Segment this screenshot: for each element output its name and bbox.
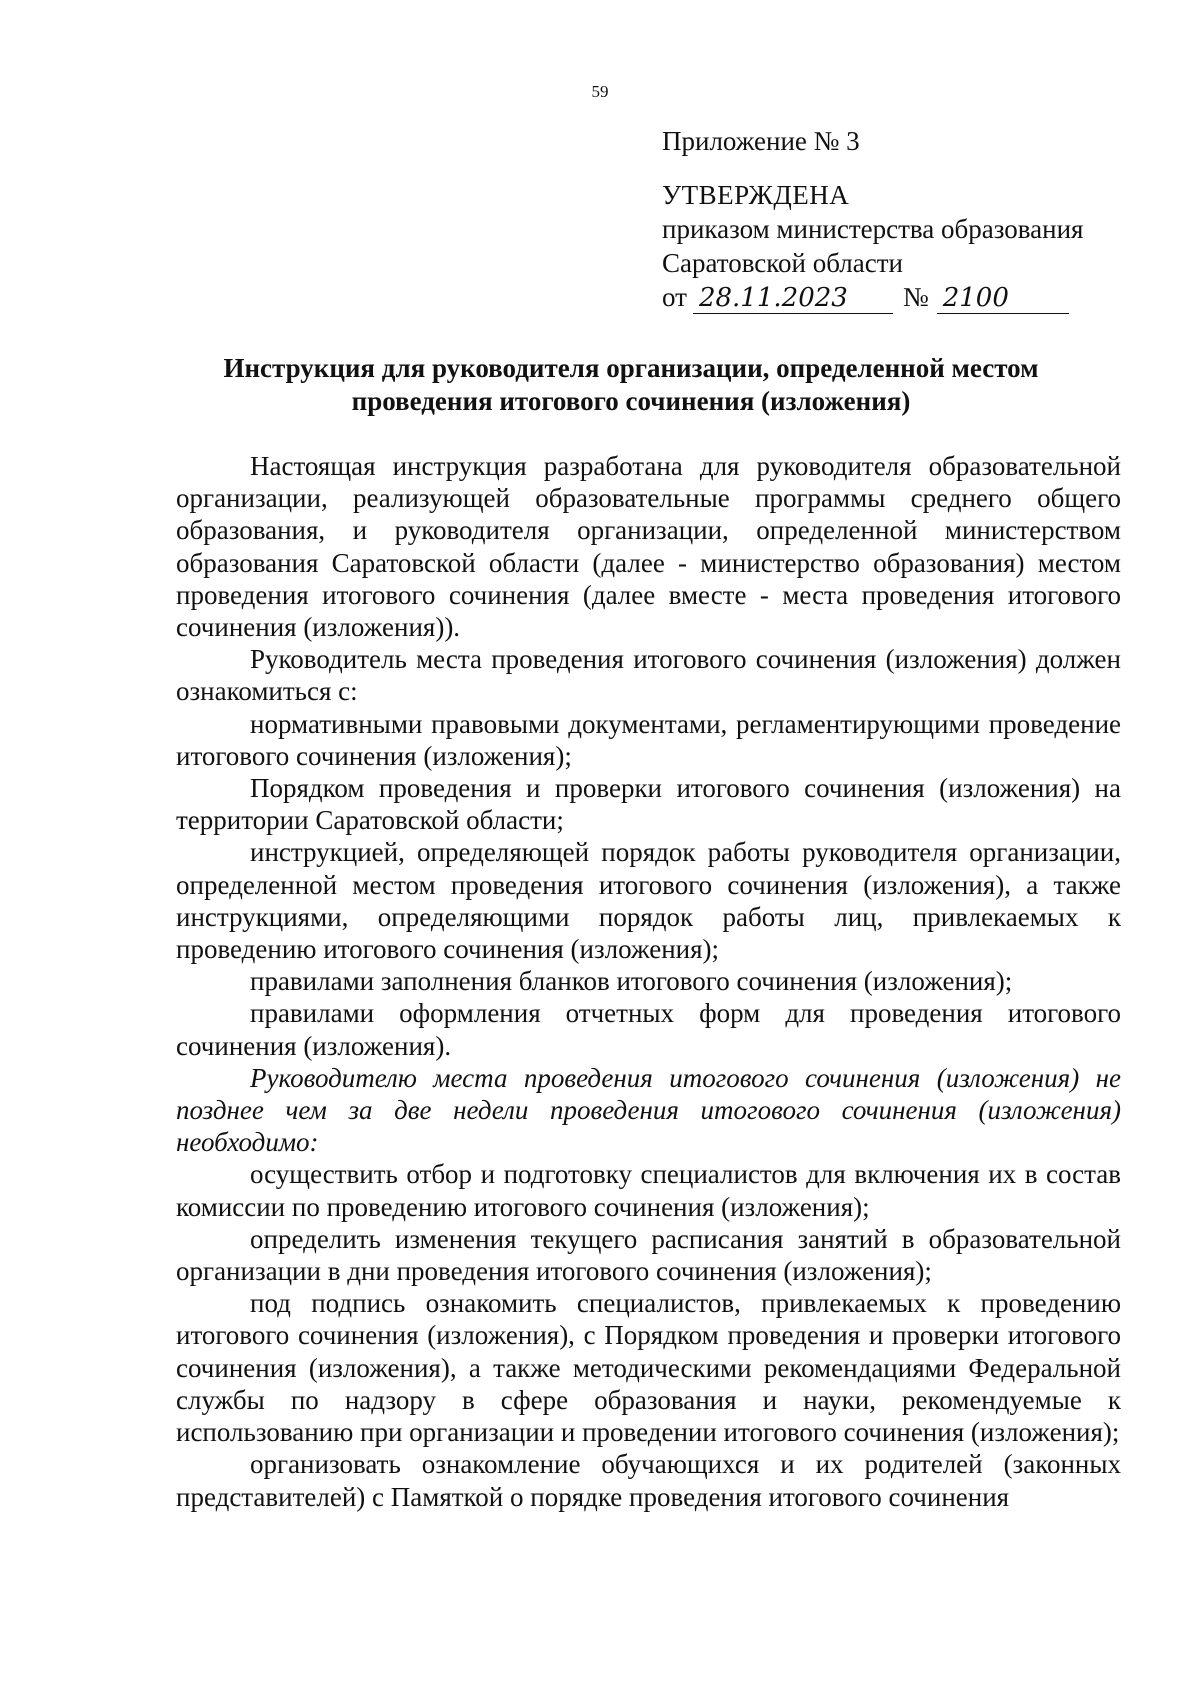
paragraph: под подпись ознакомить специалистов, привлекаемых к проведению итогового сочинения (изложения), с Порядком проведения и проверки итогового сочинения (изложения), а также методическими рекомендациями Федеральной службы по надзору в сфере образования и науки, рекомендуемые к использованию при организации и проведении итогового сочинения (изложения);	[176, 1288, 1121, 1448]
paragraph: правилами оформления отчетных форм для проведения итогового сочинения (изложения).	[176, 998, 1121, 1061]
order-line-2: Саратовской области	[662, 248, 903, 278]
paragraph-italic: Руководителю места проведения итогового сочинения (изложения) не позднее чем за две недели проведения итогового сочинения (изложения) необходимо:	[176, 1062, 1121, 1158]
number-label: №	[902, 282, 929, 312]
paragraph: Настоящая инструкция разработана для руководителя образовательной организации, реализующей образовательные программы среднего общего образования, и руководителя организации, определенной министерством образования Саратовской области (далее - министерство образования) местом проведения итогового сочинения (далее вместе - места проведения итогового сочинения (изложения)).	[176, 451, 1121, 643]
approved-label: УТВЕРЖДЕНА	[662, 180, 850, 210]
paragraph: Порядком проведения и проверки итогового сочинения (изложения) на территории Саратовской области;	[176, 773, 1121, 836]
order-line-1: приказом министерства образования	[662, 214, 1084, 244]
appendix-label: Приложение № 3	[662, 126, 860, 156]
handwritten-number: 2100	[937, 283, 1069, 314]
paragraph: нормативными правовыми документами, регламентирующими проведение итогового сочинения (изложения);	[176, 708, 1121, 771]
document-body	[176, 450, 1121, 1513]
page-number: 59	[591, 82, 609, 101]
paragraph: инструкцией, определяющей порядок работы руководителя организации, определенной местом проведения итогового сочинения (изложения), а также инструкциями, определяющими порядок работы лиц, привлекаемых к проведению итогового сочинения (изложения);	[176, 837, 1121, 965]
order-date-number-line	[662, 280, 1102, 314]
paragraph: правилами заполнения бланков итогового сочинения (изложения);	[250, 966, 1013, 997]
paragraph: Руководитель места проведения итогового сочинения (изложения) должен ознакомиться с:	[176, 644, 1121, 707]
paragraph: определить изменения текущего расписания занятий в образовательной организации в дни проведения итогового сочинения (изложения);	[176, 1223, 1121, 1287]
handwritten-date: 28.11.2023	[693, 283, 893, 314]
document-title: Инструкция для руководителя организации, определенной местом проведения итогового сочинения (изложения)	[223, 353, 1039, 416]
paragraph: организовать ознакомление обучающихся и их родителей (законных представителей) с Памяткой о порядке проведения итогового сочинения	[176, 1449, 1121, 1512]
paragraph: осуществить отбор и подготовку специалистов для включения их в состав комиссии по проведению итогового сочинения (изложения);	[176, 1159, 1121, 1222]
approval-block	[662, 124, 1102, 314]
from-label: от	[662, 282, 687, 312]
